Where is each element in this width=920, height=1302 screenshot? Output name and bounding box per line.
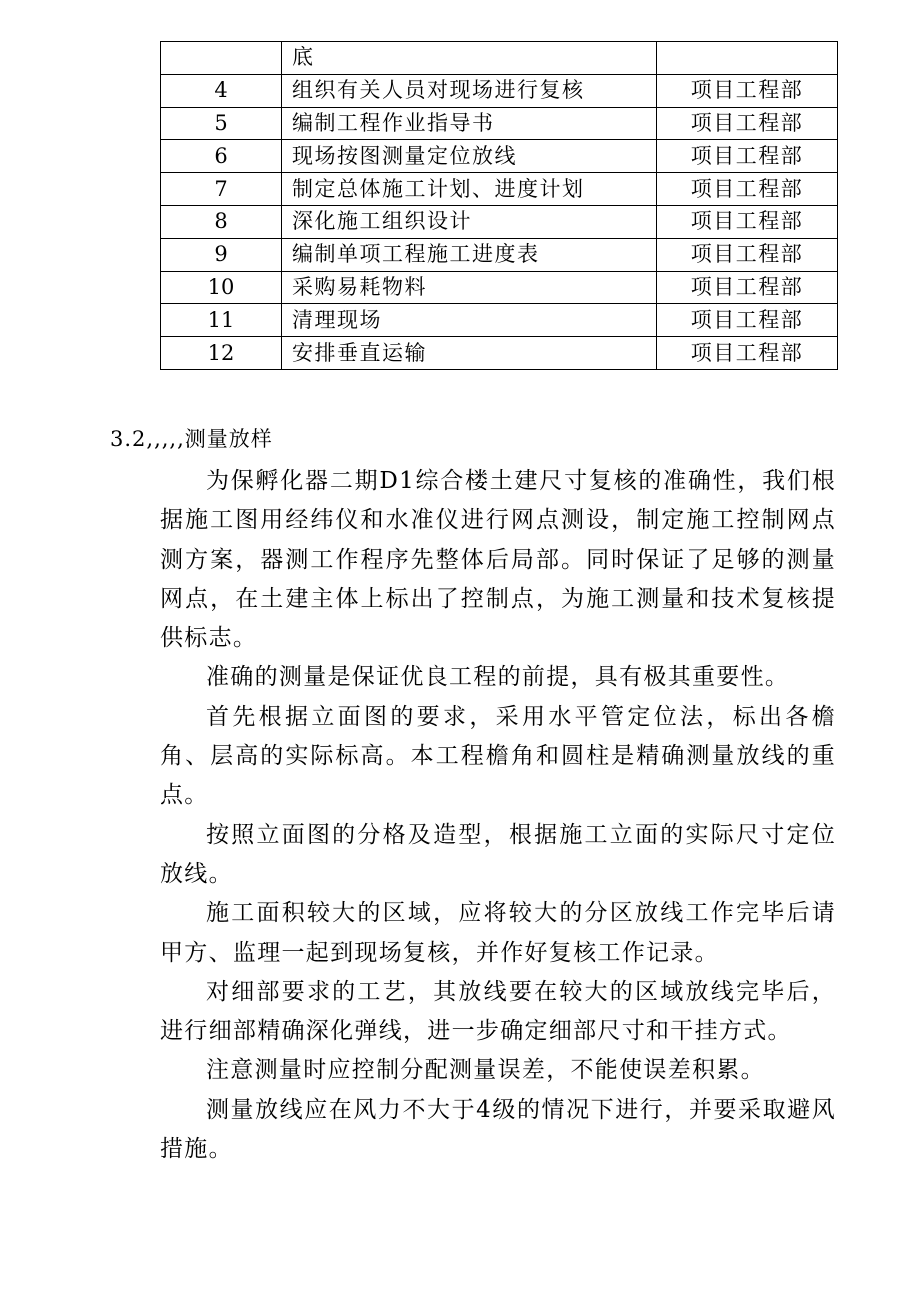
row-department: 项目工程部 bbox=[657, 107, 838, 140]
section-body bbox=[160, 462, 836, 1169]
table-row bbox=[161, 304, 838, 337]
body-paragraph: 施工面积较大的区域，应将较大的分区放线工作完毕后请甲方、监理一起到现场复核，并作好复核工作记录。 bbox=[160, 900, 836, 966]
row-department: 项目工程部 bbox=[657, 238, 838, 271]
row-task: 底 bbox=[282, 42, 657, 75]
table-row bbox=[161, 271, 838, 304]
table-row bbox=[161, 140, 838, 173]
row-number: 7 bbox=[161, 173, 282, 206]
row-task: 编制单项工程施工进度表 bbox=[282, 238, 657, 271]
body-paragraph: 准确的测量是保证优良工程的前提，具有极其重要性。 bbox=[206, 664, 790, 691]
row-department: 项目工程部 bbox=[657, 205, 838, 238]
row-department: 项目工程部 bbox=[657, 304, 838, 337]
row-task: 组织有关人员对现场进行复核 bbox=[282, 74, 657, 107]
row-department: 项目工程部 bbox=[657, 74, 838, 107]
row-number: 10 bbox=[161, 271, 282, 304]
table-row bbox=[161, 42, 838, 75]
row-task: 编制工程作业指导书 bbox=[282, 107, 657, 140]
row-department bbox=[657, 42, 838, 75]
row-task: 清理现场 bbox=[282, 304, 657, 337]
row-task: 现场按图测量定位放线 bbox=[282, 140, 657, 173]
row-number: 12 bbox=[161, 337, 282, 370]
body-paragraph: 为保孵化器二期D1综合楼土建尺寸复核的准确性，我们根据施工图用经纬仪和水准仪进行网点测设，制定施工控制网点测方案，器测工作程序先整体后局部。同时保证了足够的测量网点，在土建主体上标出了控制点，为施工测量和技术复核提供标志。 bbox=[160, 468, 836, 652]
row-number: 4 bbox=[161, 74, 282, 107]
row-task: 安排垂直运输 bbox=[282, 337, 657, 370]
body-paragraph: 按照立面图的分格及造型，根据施工立面的实际尺寸定位放线。 bbox=[160, 821, 836, 887]
row-task: 深化施工组织设计 bbox=[282, 205, 657, 238]
row-number: 5 bbox=[161, 107, 282, 140]
row-department: 项目工程部 bbox=[657, 337, 838, 370]
row-department: 项目工程部 bbox=[657, 140, 838, 173]
row-task: 采购易耗物料 bbox=[282, 271, 657, 304]
table-row bbox=[161, 337, 838, 370]
body-paragraph: 注意测量时应控制分配测量误差，不能使误差积累。 bbox=[206, 1057, 765, 1084]
row-number bbox=[161, 42, 282, 75]
row-department: 项目工程部 bbox=[657, 173, 838, 206]
row-number: 8 bbox=[161, 205, 282, 238]
table-row bbox=[161, 107, 838, 140]
body-paragraph: 对细部要求的工艺，其放线要在较大的区域放线完毕后，进行细部精确深化弹线，进一步确定细部尺寸和干挂方式。 bbox=[160, 978, 836, 1045]
body-paragraph: 测量放线应在风力不大于4级的情况下进行，并要采取避风措施。 bbox=[160, 1096, 836, 1163]
row-number: 6 bbox=[161, 140, 282, 173]
row-task: 制定总体施工计划、进度计划 bbox=[282, 173, 657, 206]
table-row bbox=[161, 173, 838, 206]
section-heading: 3.2,,,,,测量放样 bbox=[110, 427, 273, 451]
table-row bbox=[161, 74, 838, 107]
body-paragraph: 首先根据立面图的要求，采用水平管定位法，标出各檐角、层高的实际标高。本工程檐角和圆柱是精确测量放线的重点。 bbox=[160, 703, 836, 809]
row-number: 9 bbox=[161, 238, 282, 271]
table-row bbox=[161, 205, 838, 238]
task-table bbox=[160, 41, 838, 370]
table-row bbox=[161, 238, 838, 271]
row-department: 项目工程部 bbox=[657, 271, 838, 304]
row-number: 11 bbox=[161, 304, 282, 337]
